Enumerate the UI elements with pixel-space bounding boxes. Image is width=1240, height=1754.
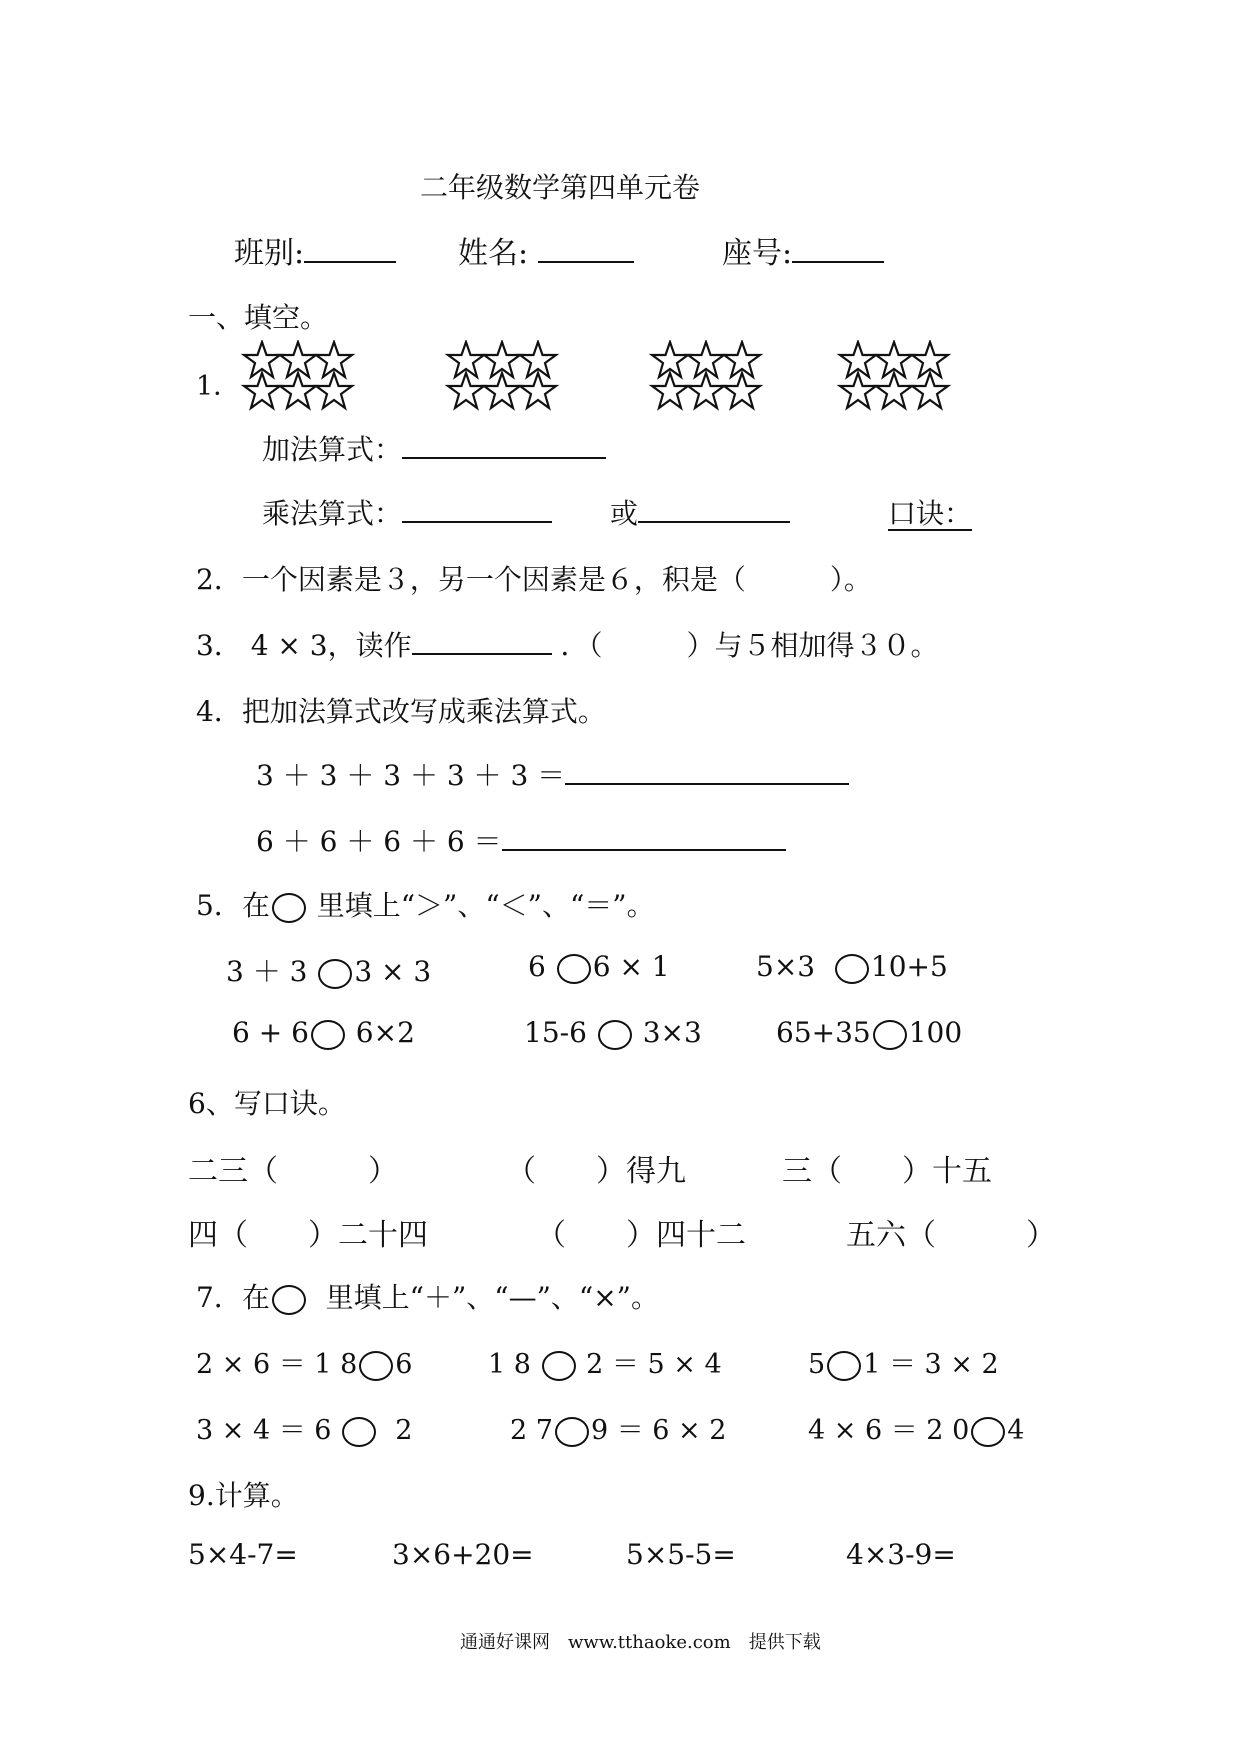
operator-circle[interactable] [342,1417,376,1447]
q5-title-b: 里填上“＞”、“＜”、“＝”。 [316,889,655,922]
q6-item: 四（ ）二十四 [188,1218,428,1253]
q4-line-1 [256,754,849,794]
page-title: 二年级数学第四单元卷 [420,171,701,204]
q4-line-2 [256,820,786,860]
q1-rhyme [888,492,972,532]
operator-circle[interactable] [971,1417,1005,1447]
star-icon [912,373,948,408]
q6-item: 五六（ ） [846,1218,1056,1253]
class-label: 班别: [234,236,305,271]
q1-or-row [610,492,790,532]
q5-right: 6×2 [355,1016,415,1049]
circle-icon [272,893,306,923]
q7-item [488,1342,722,1381]
q5-left: 6 + 6 [232,1016,309,1049]
q5-left: 5×3 [756,950,816,983]
star-groups [240,340,1000,420]
star-icon [520,373,556,408]
q7-item [808,1408,1024,1447]
compare-circle[interactable] [318,959,352,989]
compare-circle[interactable] [557,954,591,984]
circle-icon [272,1285,306,1315]
compare-circle[interactable] [873,1020,907,1050]
name-blank[interactable] [538,233,634,263]
q6-item: 二三（ ） [188,1154,398,1189]
operator-circle[interactable] [542,1351,576,1381]
class-field [234,228,396,272]
star-icon [484,373,520,408]
q7-item [808,1342,999,1381]
q1-addition-row [262,428,606,468]
seat-label: 座号: [722,236,793,271]
name-field [458,228,634,272]
star-icon [840,373,876,408]
seat-field [722,228,884,272]
star-icon [724,373,760,408]
q7-left: 3 × 4 ＝ 6 [196,1415,332,1446]
q7-title-a: 7．在 [196,1281,270,1314]
q5-right: 3 × 3 [354,955,432,988]
star-group-3 [652,342,760,408]
star-icon [448,373,484,408]
q5-title [196,884,655,924]
q5-item [524,1016,702,1050]
q9-item: 4×3-9= [846,1538,956,1571]
q7-right: 6 [395,1349,413,1380]
q6-item: （ ）得九 [506,1154,686,1189]
addition-label: 加法算式： [262,433,403,466]
star-group-1 [244,342,352,408]
q7-left: 1 8 [488,1349,531,1380]
q4-expr-2: 6 ＋ 6 ＋ 6 ＋ 6 ＝ [256,825,502,858]
q6-item: （ ）四十二 [536,1218,746,1253]
footer-credit: 通通好课网 www.tthaoke.com 提供下载 [460,1632,821,1653]
seat-blank[interactable] [792,233,884,263]
or-label: 或 [610,497,639,530]
compare-circle[interactable] [598,1020,632,1050]
q4-answer-2[interactable] [502,821,786,851]
q7-left: 2 × 6 ＝ 1 8 [196,1349,358,1380]
q7-right: 2 ＝ 5 × 4 [586,1349,722,1380]
star-icon [244,373,280,408]
star-group-4 [840,342,948,408]
q7-title [196,1276,659,1316]
q4-title: 4．把加法算式改写成乘法算式。 [196,695,606,728]
q7-title-b: 里填上“＋”、“—”、“×”。 [325,1281,659,1314]
rhyme-label[interactable]: 口诀： [888,497,973,530]
q5-right: 6 × 1 [592,950,670,983]
q3-text-a: 3． 4 × 3，读作 [196,629,412,662]
q9-title: 9.计算。 [188,1479,299,1512]
operator-circle[interactable] [359,1351,393,1381]
q7-right: 9 ＝ 6 × 2 [590,1415,727,1446]
operator-circle[interactable] [555,1417,589,1447]
q5-right: 100 [908,1016,963,1049]
q2-text: 2．一个因素是３，另一个因素是６，积是（ ）。 [196,563,872,596]
q5-item [528,950,670,984]
name-label: 姓名: [458,236,529,271]
star-icon [652,373,688,408]
multiplication-blank-2[interactable] [638,493,790,523]
q3-row [196,624,939,664]
q1-multiplication-row [262,492,552,532]
q9-item: 5×4-7= [188,1538,298,1571]
section-1-title: 一、填空。 [188,301,329,334]
q7-left: 4 × 6 ＝ 2 0 [808,1415,970,1446]
q9-item: 3×6+20= [392,1538,534,1571]
class-blank[interactable] [304,233,396,263]
q5-item [756,950,948,984]
q7-item [196,1408,412,1447]
q5-item [776,1016,962,1050]
multiplication-label: 乘法算式： [262,497,403,530]
q7-left: 5 [808,1349,826,1380]
q9-item: 5×5-5= [626,1538,736,1571]
q3-text-b: ．（ ）与５相加得３０。 [560,629,939,662]
q4-answer-1[interactable] [565,755,849,785]
q5-title-a: 5．在 [196,889,270,922]
q7-right: 1 ＝ 3 × 2 [863,1349,999,1380]
operator-circle[interactable] [827,1351,861,1381]
compare-circle[interactable] [311,1020,345,1050]
q5-right: 10+5 [870,950,948,983]
q1-number: 1． [196,371,241,402]
multiplication-blank-1[interactable] [402,493,552,523]
q5-item [232,1016,415,1050]
q4-expr-1: 3 ＋ 3 ＋ 3 ＋ 3 ＋ 3 ＝ [256,759,566,792]
q5-right: 3×3 [642,1016,702,1049]
q7-right: 2 [395,1415,413,1446]
star-icon [280,373,316,408]
q5-left: 3 ＋ 3 [226,955,308,988]
q7-item [510,1408,726,1447]
star-icon [876,373,912,408]
q5-left: 15-6 [524,1016,587,1049]
compare-circle[interactable] [835,954,869,984]
q7-right: 4 [1007,1415,1025,1446]
star-icon [688,373,724,408]
q6-item: 三（ ）十五 [782,1154,992,1189]
q5-left: 65+35 [776,1016,871,1049]
q7-item [196,1342,412,1381]
q5-left: 6 [528,950,546,983]
q7-left: 2 7 [510,1415,553,1446]
addition-blank[interactable] [402,429,606,459]
star-icon [316,373,352,408]
star-group-2 [448,342,556,408]
q3-read-blank[interactable] [412,625,552,655]
q5-item [226,950,431,990]
q6-title: 6、写口诀。 [188,1087,346,1120]
